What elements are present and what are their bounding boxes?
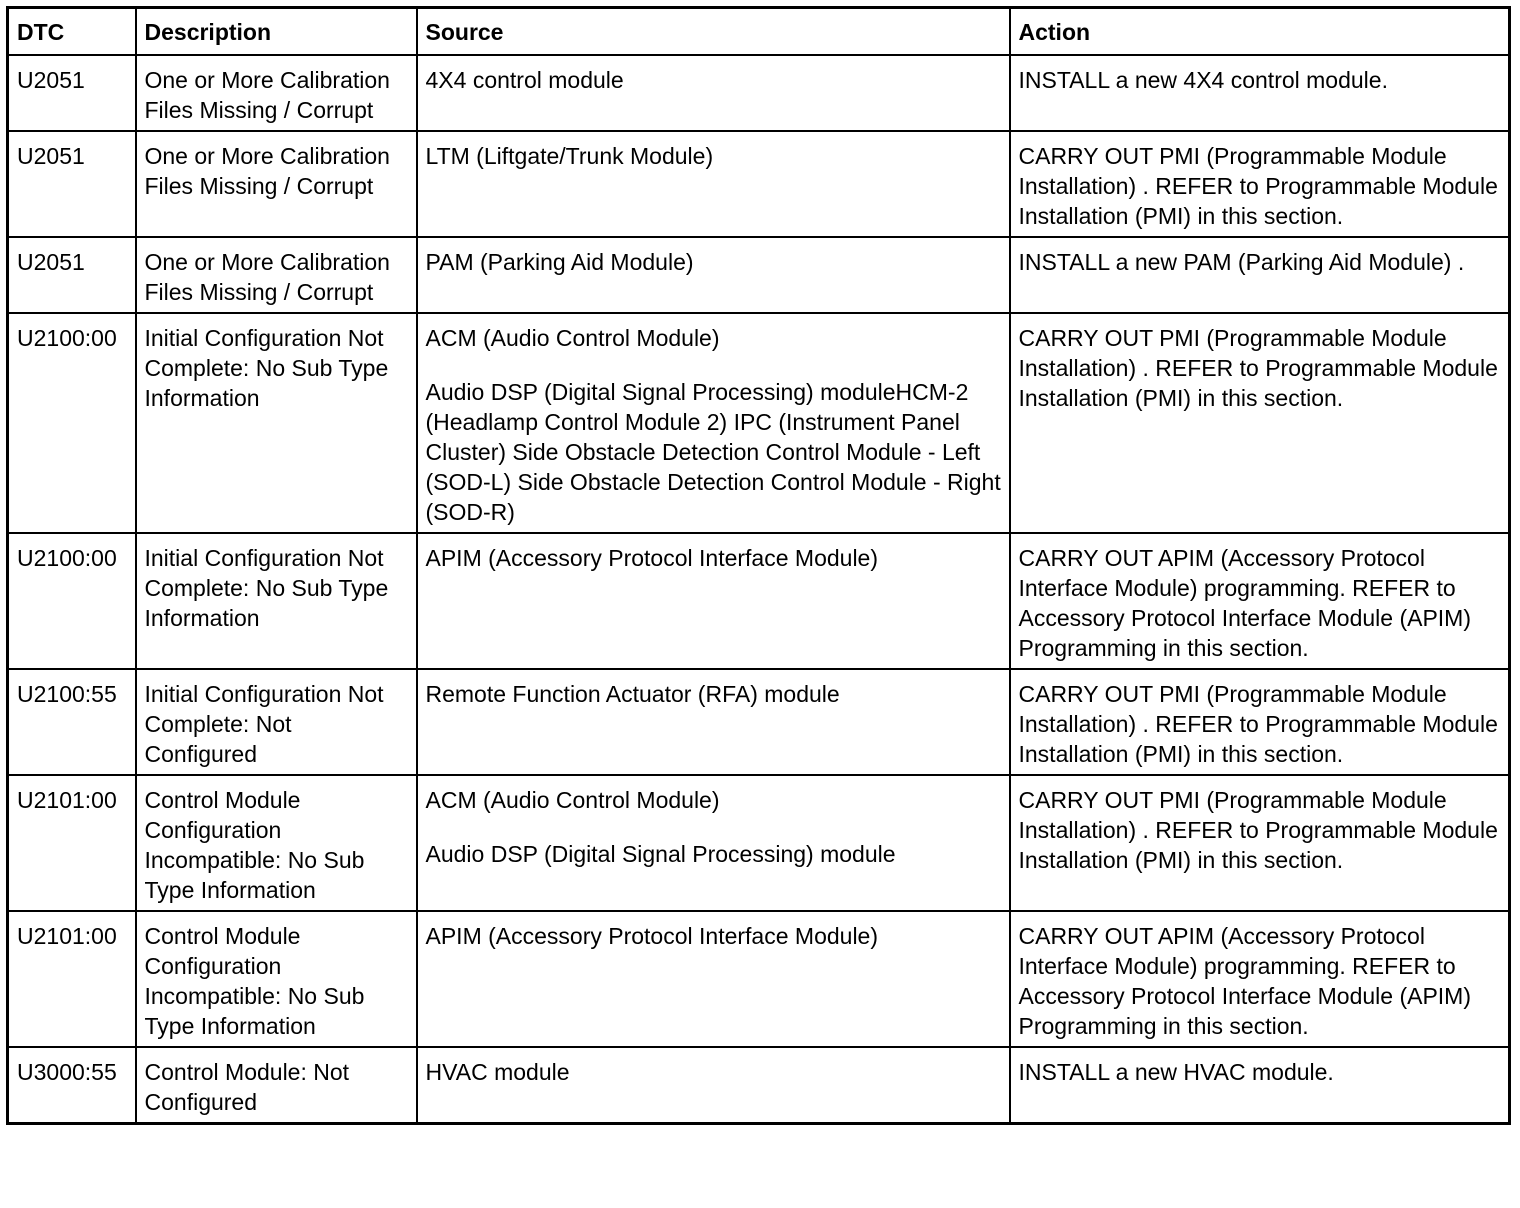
source-cell [417, 775, 1010, 911]
description-cell: Initial Configuration Not Complete: No Sub Type Information [136, 533, 417, 669]
action-cell: CARRY OUT PMI (Programmable Module Installation) . REFER to Programmable Module Installation (PMI) in this section. [1010, 775, 1510, 911]
description-cell: One or More Calibration Files Missing / Corrupt [136, 55, 417, 131]
dtc-cell: U2051 [8, 55, 136, 131]
header-source: Source [417, 8, 1010, 55]
action-cell: CARRY OUT PMI (Programmable Module Installation) . REFER to Programmable Module Installation (PMI) in this section. [1010, 313, 1510, 533]
dtc-cell: U2100:00 [8, 533, 136, 669]
source-paragraph: LTM (Liftgate/Trunk Module) [425, 142, 714, 169]
source-cell [417, 911, 1010, 1047]
source-paragraph: 4X4 control module [425, 66, 624, 93]
dtc-cell: U2051 [8, 237, 136, 313]
source-cell [417, 313, 1010, 533]
table-body [8, 55, 1510, 1124]
table-row [8, 55, 1510, 131]
action-cell: CARRY OUT PMI (Programmable Module Installation) . REFER to Programmable Module Installation (PMI) in this section. [1010, 131, 1510, 237]
description-cell: Control Module: Not Configured [136, 1047, 417, 1124]
source-cell [417, 131, 1010, 237]
description-cell: Control Module Configuration Incompatible: No Sub Type Information [136, 911, 417, 1047]
source-cell [417, 237, 1010, 313]
source-cell [417, 55, 1010, 131]
table-row [8, 313, 1510, 533]
header-row [8, 8, 1510, 55]
description-cell: Initial Configuration Not Complete: No Sub Type Information [136, 313, 417, 533]
table-row [8, 533, 1510, 669]
source-paragraph: ACM (Audio Control Module) [425, 324, 720, 351]
dtc-cell: U3000:55 [8, 1047, 136, 1124]
dtc-cell: U2100:55 [8, 669, 136, 775]
source-paragraph: Audio DSP (Digital Signal Processing) moduleHCM-2 (Headlamp Control Module 2) IPC (Instrument Panel Cluster) Side Obstacle Detection Control Module - Left (SOD-L) Side Obstacle Detection Control Module - Right (SOD-R) [425, 378, 1001, 525]
source-cell [417, 1047, 1010, 1124]
description-cell: One or More Calibration Files Missing / Corrupt [136, 237, 417, 313]
table-row [8, 775, 1510, 911]
source-paragraph: HVAC module [425, 1058, 570, 1085]
action-cell: CARRY OUT APIM (Accessory Protocol Interface Module) programming. REFER to Accessory Protocol Interface Module (APIM) Programming in this section. [1010, 911, 1510, 1047]
source-paragraph: ACM (Audio Control Module) [425, 786, 720, 813]
description-cell: Initial Configuration Not Complete: Not Configured [136, 669, 417, 775]
action-cell: CARRY OUT PMI (Programmable Module Installation) . REFER to Programmable Module Installation (PMI) in this section. [1010, 669, 1510, 775]
table-row [8, 1047, 1510, 1124]
description-cell: One or More Calibration Files Missing / Corrupt [136, 131, 417, 237]
header-dtc: DTC [8, 8, 136, 55]
dtc-cell: U2101:00 [8, 775, 136, 911]
table-row [8, 669, 1510, 775]
action-cell: INSTALL a new HVAC module. [1010, 1047, 1510, 1124]
source-paragraph: APIM (Accessory Protocol Interface Module) [425, 544, 878, 571]
dtc-cell: U2101:00 [8, 911, 136, 1047]
table-row [8, 911, 1510, 1047]
action-cell: CARRY OUT APIM (Accessory Protocol Interface Module) programming. REFER to Accessory Protocol Interface Module (APIM) Programming in this section. [1010, 533, 1510, 669]
source-paragraph: PAM (Parking Aid Module) [425, 248, 694, 275]
dtc-cell: U2051 [8, 131, 136, 237]
table-header [8, 8, 1510, 55]
action-cell: INSTALL a new PAM (Parking Aid Module) . [1010, 237, 1510, 313]
source-paragraph: Remote Function Actuator (RFA) module [425, 680, 840, 707]
source-paragraph: APIM (Accessory Protocol Interface Module) [425, 922, 878, 949]
header-description: Description [136, 8, 417, 55]
table-row [8, 237, 1510, 313]
action-cell: INSTALL a new 4X4 control module. [1010, 55, 1510, 131]
table-row [8, 131, 1510, 237]
source-cell [417, 533, 1010, 669]
header-action: Action [1010, 8, 1510, 55]
dtc-cell: U2100:00 [8, 313, 136, 533]
dtc-table [6, 6, 1511, 1125]
source-cell [417, 669, 1010, 775]
description-cell: Control Module Configuration Incompatible: No Sub Type Information [136, 775, 417, 911]
source-paragraph: Audio DSP (Digital Signal Processing) module [425, 840, 896, 867]
